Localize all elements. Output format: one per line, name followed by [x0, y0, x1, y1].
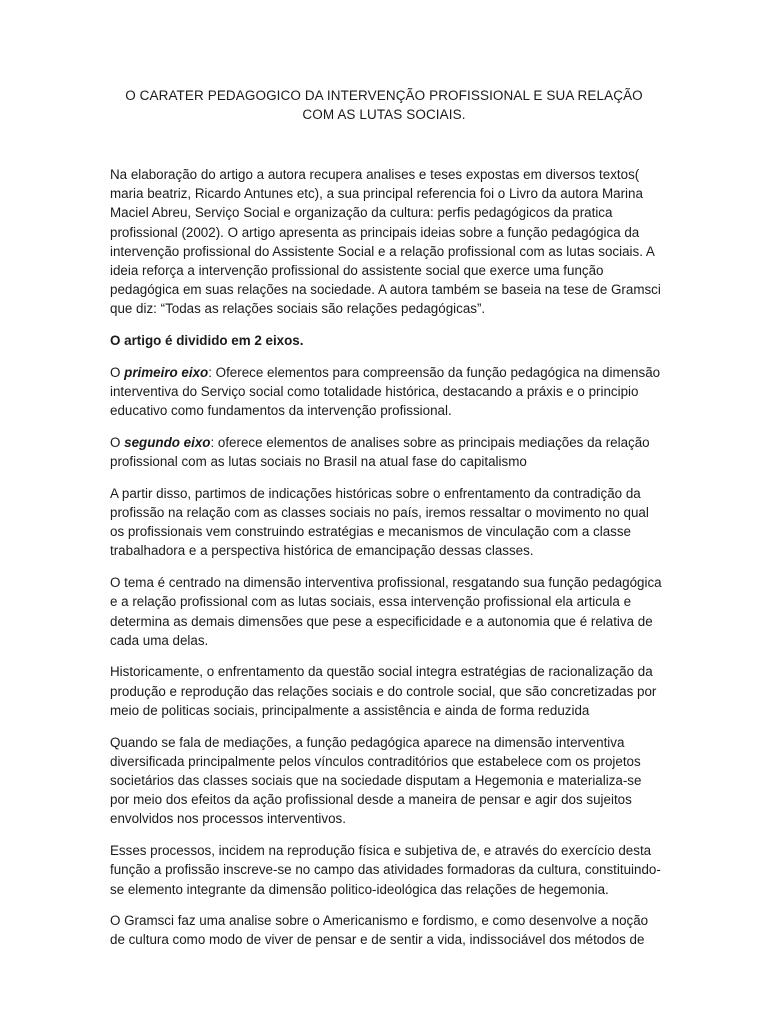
theme-paragraph: O tema é centrado na dimensão interventiva profissional, resgatando sua função pedagógica e a relação profissional com as lutas sociais, essa intervenção profissional ela articula e determina as demais dimensões que pese a especificidade e a autonomia que é relativa de cada uma delas.	[110, 575, 662, 648]
first-axis-emphasis: primeiro eixo	[124, 364, 209, 380]
axes-heading: O artigo é dividido em 2 eixos.	[110, 333, 304, 349]
second-axis-emphasis: segundo eixo	[124, 434, 211, 450]
second-axis-prefix: O	[110, 434, 125, 450]
intro-paragraph: Na elaboração do artigo a autora recupera analises e teses expostas em diversos textos( maria beatriz, Ricardo Antunes etc), a sua principal referencia foi o Livro da autora Marina Maciel Abreu, Serviço Social e organização da cultura: perfis pedagógicos da pratica profissional (2002). O artigo apresenta as principais ideias sobre a função pedagógica da intervenção profissional do Assistente Social e a relação profissional com as lutas sociais. A ideia reforça a intervenção profissional do assistente social que exerce uma função pedagógica em suas relações na sociedade. A autora também se baseia na tese de Gramsci que diz: “Todas as relações sociais são relações pedagógicas”.	[110, 167, 661, 317]
processes-paragraph: Esses processos, incidem na reprodução física e subjetiva de, e através do exercício desta função a profissão inscreve-se no campo das atividades formadoras da cultura, constituindo-se elemento integrante da dimensão politico-ideológica das relações de hegemonia.	[110, 843, 661, 897]
first-axis-text: : Oferece elementos para compreensão da função pedagógica na dimensão interventiva do Serviço social como totalidade histórica, destacando a práxis e o principio educativo como fundamentos da intervenção profissional.	[110, 364, 661, 419]
first-axis-paragraph	[110, 363, 662, 421]
document-title: O CARATER PEDAGOGICO DA INTERVENÇÃO PROFISSIONAL E SUA RELAÇÃO COM AS LUTAS SOCIAIS.	[125, 88, 643, 122]
second-axis-paragraph	[110, 433, 662, 471]
first-axis-prefix: O	[110, 364, 125, 380]
gramsci-paragraph: O Gramsci faz uma analise sobre o Americanismo e fordismo, e como desenvolve a noção de cultura como modo de viver de pensar e de sentir a vida, indissociável dos métodos de	[110, 913, 649, 948]
mediations-paragraph: Quando se fala de mediações, a função pedagógica aparece na dimensão interventiva diversificada principalmente pelos vínculos contraditórios que estabelece com os projetos societários das classes sociais que na sociedade disputam a Hegemonia e materializa-se por meio dos efeitos da ação profissional desde a maneira de pensar e agir dos sujeitos envolvidos nos processos interventivos.	[110, 734, 642, 827]
social-question-paragraph: Historicamente, o enfrentamento da questão social integra estratégias de racionalização da produção e reprodução das relações sociais e do controle social, que são concretizadas por meio de politicas sociais, principalmente a assistência e ainda de forma reduzida	[110, 664, 657, 718]
second-axis-text: : oferece elementos de analises sobre as principais mediações da relação profissional com as lutas sociais no Brasil na atual fase do capitalismo	[110, 434, 650, 470]
document-body	[110, 165, 662, 962]
historical-paragraph: A partir disso, partimos de indicações históricas sobre o enfrentamento da contradição da profissão na relação com as classes sociais no país, iremos ressaltar o movimento no qual os profissionais vem construindo estratégias e mecanismos de vinculação com a classe trabalhadora e a perspectiva histórica de emancipação dessas classes.	[110, 485, 649, 559]
